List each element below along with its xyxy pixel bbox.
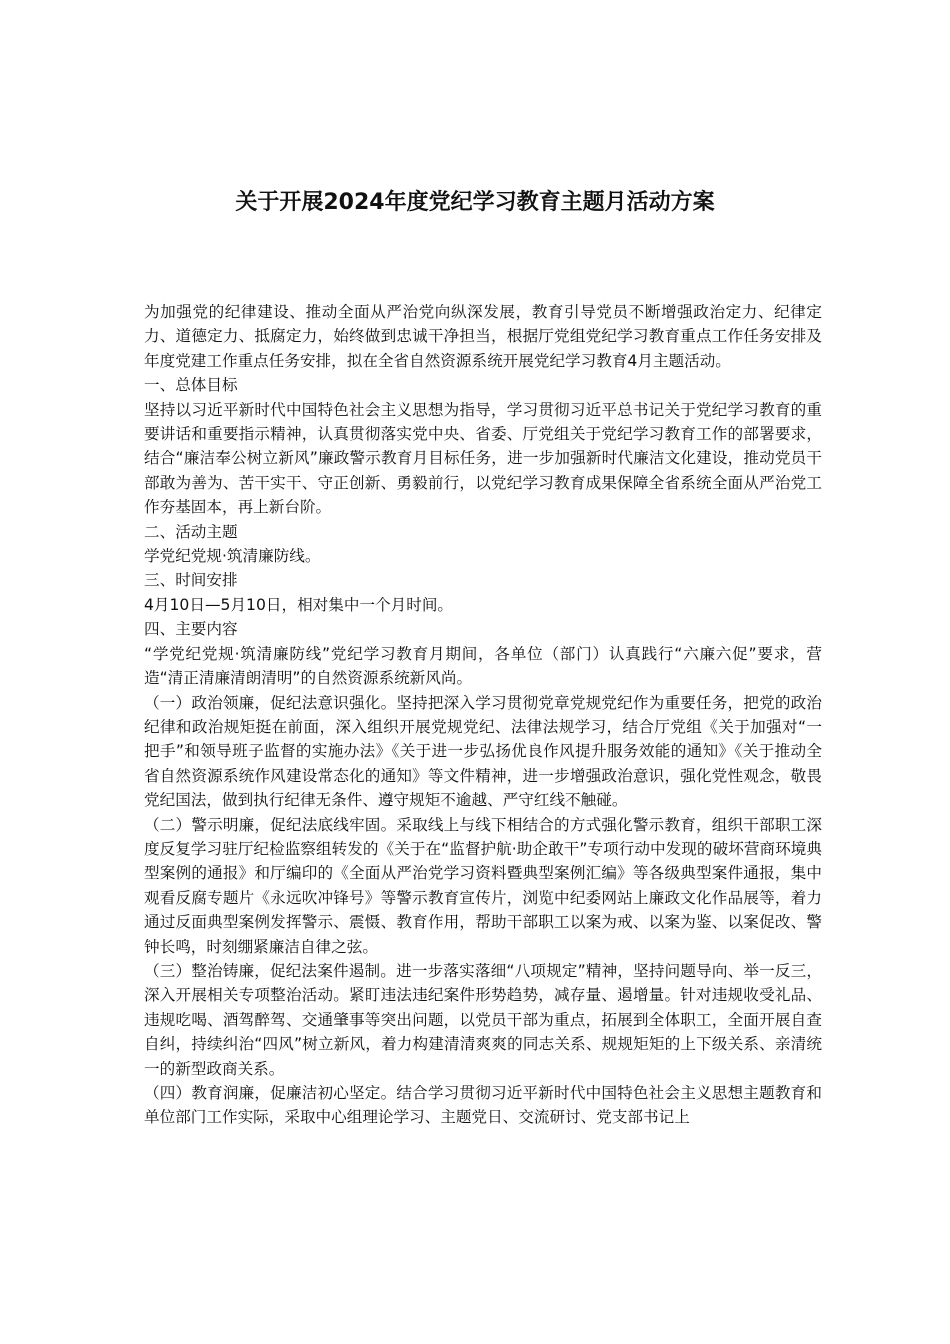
body-paragraph: 学党纪党规·筑清廉防线。 [144,547,321,566]
section-heading: 三、时间安排 [144,571,238,590]
body-paragraph: 4月10日—5月10日，相对集中一个月时间。 [144,595,454,614]
section-heading: 二、活动主题 [144,522,238,541]
body-paragraph: （一）政治领廉，促纪法意识强化。坚持把深入学习贯彻党章党规党纪作为重要任务，把党的政治纪律和政治规矩挺在前面，深入组织开展党规党纪、法律法规学习，结合厅党组《关于加强对“一把手”和领导班子监督的实施办法》《关于进一步弘扬优良作风提升服务效能的通知》《关于推动全省自然资源系统作风建设常态化的通知》等文件精神，进一步增强政治意识，强化党性观念，敬畏党纪国法，做到执行纪律无条件、遵守规矩不逾越、严守红线不触碰。 [144,693,822,810]
section-heading: 四、主要内容 [144,620,238,639]
section-heading: 一、总体目标 [144,376,238,395]
body-paragraph: 坚持以习近平新时代中国特色社会主义思想为指导，学习贯彻习近平总书记关于党纪学习教育的重要讲话和重要指示精神，认真贯彻落实党中央、省委、厅党组关于党纪学习教育工作的部署要求，结合“廉洁奉公树立新风”廉政警示教育月目标任务，进一步加强新时代廉洁文化建设，推动党员干部敢为善为、苦干实干、守正创新、勇毅前行，以党纪学习教育成果保障全省系统全面从严治党工作夯基固本，再上新台阶。 [144,400,822,517]
document-body [144,300,822,1130]
body-paragraph: “学党纪党规·筑清廉防线”党纪学习教育月期间，各单位（部门）认真践行“六廉六促”要求，营造“清正清廉清朗清明”的自然资源系统新风尚。 [144,644,822,688]
body-paragraph: （四）教育润廉，促廉洁初心坚定。结合学习贯彻习近平新时代中国特色社会主义思想主题教育和单位部门工作实际，采取中心组理论学习、主题党日、交流研讨、党支部书记上 [144,1084,822,1127]
body-paragraph: （二）警示明廉，促纪法底线牢固。采取线上与线下相结合的方式强化警示教育，组织干部职工深度反复学习驻厅纪检监察组转发的《关于在“监督护航·助企敢干”专项行动中发现的破坏营商环境典型案例的通报》和厅编印的《全面从严治党学习资料暨典型案例汇编》等各级典型案件通报，集中观看反腐专题片《永远吹冲锋号》等警示教育宣传片，浏览中纪委网站上廉政文化作品展等，着力通过反面典型案例发挥警示、震慑、教育作用，帮助干部职工以案为戒、以案为鉴、以案促改、警钟长鸣，时刻绷紧廉洁自律之弦。 [144,815,822,956]
intro-paragraph: 为加强党的纪律建设、推动全面从严治党向纵深发展，教育引导党员不断增强政治定力、纪律定力、道德定力、抵腐定力，始终做到忠诚干净担当，根据厅党组党纪学习教育重点工作任务安排及年度党建工作重点任务安排，拟在全省自然资源系统开展党纪学习教育4月主题活动。 [144,303,822,370]
body-paragraph: （三）整治铸廉，促纪法案件遏制。进一步落实落细“八项规定”精神，坚持问题导向、举一反三，深入开展相关专项整治活动。紧盯违法违纪案件形势趋势，减存量、遏增量。针对违规收受礼品、违规吃喝、酒驾醉驾、交通肇事等突出问题，以党员干部为重点，拓展到全体职工，全面开展自查自纠，持续纠治“四风”树立新风，着力构建清清爽爽的同志关系、规规矩矩的上下级关系、亲清统一的新型政商关系。 [144,961,822,1078]
document-title: 关于开展2024年度党纪学习教育主题月活动方案 [235,190,715,215]
